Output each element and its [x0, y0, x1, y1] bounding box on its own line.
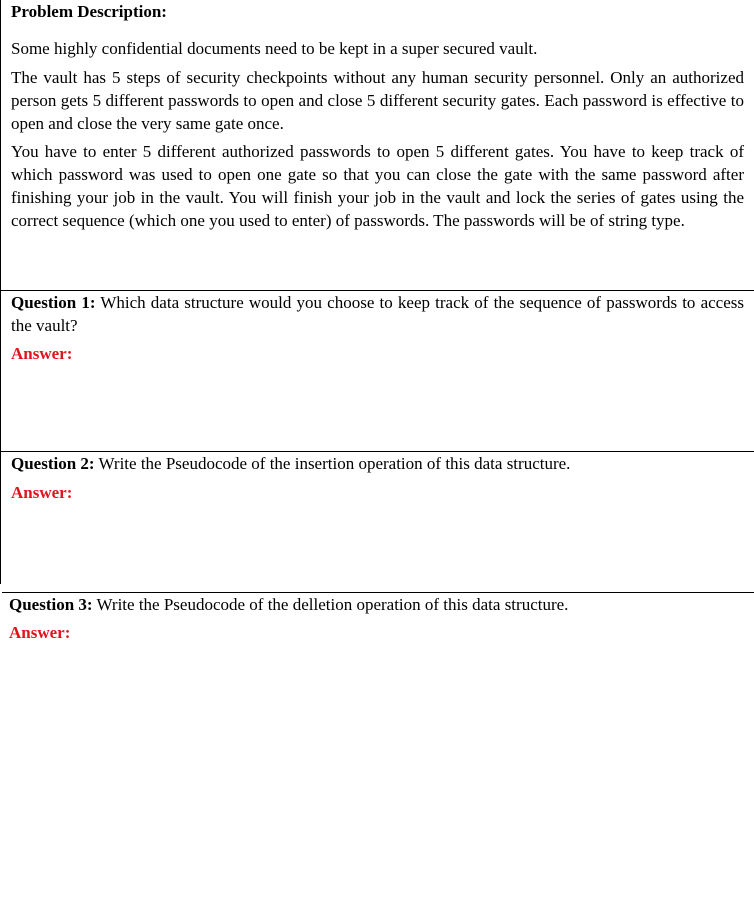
question-2: [11, 452, 744, 475]
question-1-label: Question 1:: [11, 293, 96, 312]
question-1-section: [0, 291, 754, 452]
answer-1-label: Answer:: [11, 344, 73, 363]
question-3-section: [0, 593, 754, 910]
question-1: [11, 291, 744, 337]
problem-paragraph-1: Some highly confidential documents need to be kept in a super secured vault.: [11, 39, 538, 58]
problem-paragraph-3: You have to enter 5 different authorized passwords to open 5 different gates. You have to keep track of which password was used to open one gate so that you can close the gate with the same password after finishing your job in the vault. You will finish your job in the vault and lock the series of gates using the correct sequence (which one you used to enter) of passwords. The passwords will be of string type.: [11, 142, 744, 230]
problem-heading: Problem Description:: [11, 2, 167, 21]
question-2-section: [0, 452, 754, 593]
question-2-label: Question 2:: [11, 454, 95, 473]
problem-paragraph-2: The vault has 5 steps of security checkpoints without any human security personnel. Only an authorized person gets 5 different passwords to open and close 5 different security gates. Each password is effective to open and close the very same gate once.: [11, 68, 744, 133]
question-3: [9, 593, 742, 616]
question-3-text: Write the Pseudocode of the delletion operation of this data structure.: [96, 595, 569, 614]
answer-3-label: Answer:: [9, 623, 71, 642]
question-2-text: Write the Pseudocode of the insertion operation of this data structure.: [98, 454, 571, 473]
question-3-label: Question 3:: [9, 595, 93, 614]
problem-description-section: [0, 0, 754, 291]
answer-2-label: Answer:: [11, 483, 73, 502]
question-1-text: Which data structure would you choose to keep track of the sequence of passwords to access the vault?: [11, 293, 744, 335]
border-gap: [0, 584, 2, 593]
